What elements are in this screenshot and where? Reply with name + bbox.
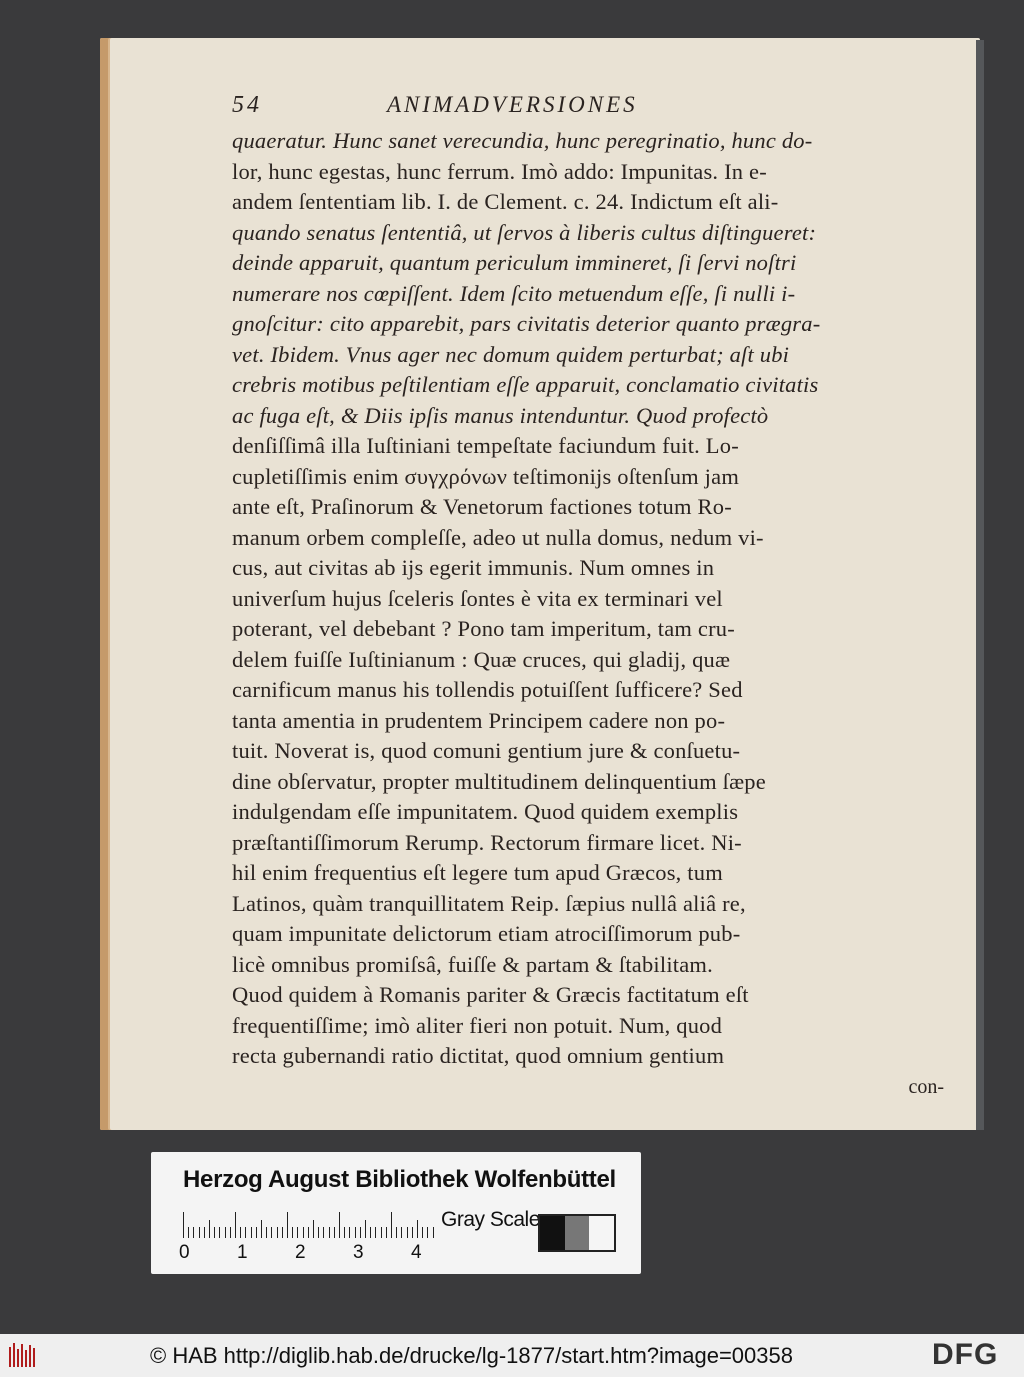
ruler-tick [209,1220,210,1238]
ruler-number: 3 [353,1242,364,1263]
ruler-tick [407,1227,408,1238]
ruler-tick [417,1220,418,1238]
ruler-tick [245,1227,246,1238]
ruler-tick [277,1227,278,1238]
ruler-tick [412,1227,413,1238]
ruler-tick [422,1227,423,1238]
text-line: præſtantiſſimorum Rerump. Rectorum firmare licet. Ni- [232,829,742,855]
text-line: quam impunitate delictorum etiam atrociſſimorum pub- [232,921,741,946]
ruler-number: 4 [411,1242,422,1263]
ruler-tick [344,1227,345,1238]
ruler-tick [433,1227,434,1238]
text-line: ac fuga eſt, & Diis ipſis manus intenduntur. Quod profectò [232,402,769,428]
text-line: quaeratur. Hunc sanet verecundia, hunc peregrinatio, hunc do- [232,128,813,153]
ruler-tick [386,1227,387,1238]
text-line: indulgendam eſſe impunitatem. Quod quidem exemplis [232,799,739,824]
ruler-tick [266,1227,267,1238]
catchword: con- [908,1075,944,1098]
gray-scale-bar [538,1214,616,1252]
ruler-tick [235,1212,236,1238]
text-line: quando senatus ſententiâ, ut ſervos à liberis cultus diſtingueret: [232,219,817,245]
library-name: Herzog August Bibliothek Wolfenbüttel [183,1166,616,1193]
ruler-tick [365,1220,366,1238]
text-line: crebris motibus peſtilentiam eſſe apparuit, conclamatio civitatis [232,372,819,397]
ruler-tick [323,1227,324,1238]
text-line: licè omnibus promiſsâ, fuiſſe & partam & ſtabilitam. [232,951,713,977]
ruler-tick [225,1227,226,1238]
ruler-tick [339,1212,340,1238]
text-line: Latinos, quàm tranquillitatem Reip. ſæpius nullâ aliâ re, [232,890,746,916]
ruler-tick [313,1220,314,1238]
ruler-tick [240,1227,241,1238]
text-line: recta gubernandi ratio dictitat, quod omnium gentium [232,1043,725,1068]
ruler-number: 2 [295,1242,306,1263]
facing-page-edge [976,40,984,1130]
measuring-ruler [183,1212,438,1238]
ruler-tick [271,1227,272,1238]
dfg-logo[interactable]: DFG [932,1338,999,1371]
ruler-tick [204,1227,205,1238]
ruler-tick [292,1227,293,1238]
text-lines [232,126,952,1072]
gray-patch [540,1216,565,1250]
gray-patch [565,1216,590,1250]
text-line: univerſum hujus ſceleris ſontes è vita ex terminari vel [232,585,723,611]
hab-bars-icon[interactable] [8,1341,38,1369]
ruler-tick [381,1227,382,1238]
page-text [232,92,952,1102]
ruler-tick [230,1227,231,1238]
ruler-tick [427,1227,428,1238]
text-line: poterant, vel debebant ? Pono tam imperitum, tam cru- [232,616,735,641]
ruler-tick [183,1212,184,1238]
ruler-tick [303,1227,304,1238]
text-line: lor, hunc egestas, hunc ferrum. Imò addo: Impunitas. In e- [232,158,767,184]
text-line: cus, aut civitas ab ijs egerit immunis. Num omnes in [232,555,715,580]
ruler-tick [375,1227,376,1238]
text-line: frequentiſſime; imò aliter fieri non potuit. Num, quod [232,1012,723,1038]
text-line: manum orbem compleſſe, adeo ut nulla domus, nedum vi- [232,524,764,550]
ruler-tick [219,1227,220,1238]
ruler-tick [287,1212,288,1238]
text-line: dine obſervatur, propter multitudinem delinquentium ſæpe [232,768,766,794]
ruler-number: 0 [179,1242,190,1263]
ruler-tick [318,1227,319,1238]
ruler-tick [308,1227,309,1238]
ruler-tick [251,1227,252,1238]
ruler-tick [282,1227,283,1238]
text-line: vet. Ibidem. Vnus ager nec domum quidem perturbat; aſt ubi [232,341,790,367]
text-line: tanta amentia in prudentem Principem cadere non po- [232,707,726,733]
page-number: 54 [232,92,262,118]
text-line: tuit. Noverat is, quod comuni gentium jure & conſuetu- [232,738,741,763]
ruler-tick [401,1227,402,1238]
ruler-tick [297,1227,298,1238]
text-line: numerare nos cœpiſſent. Idem ſcito metuendum eſſe, ſi nulli i- [232,280,796,306]
text-line: andem ſententiam lib. I. de Clement. c. 24. Indictum eſt ali- [232,189,779,214]
text-line: Quod quidem à Romanis pariter & Græcis factitatum eſt [232,982,749,1007]
text-line: ante eſt, Praſinorum & Venetorum factiones totum Ro- [232,494,732,519]
ruler-numbers [179,1242,459,1266]
ruler-tick [261,1220,262,1238]
ruler-tick [193,1227,194,1238]
color-scale-card [151,1152,641,1274]
ruler-tick [370,1227,371,1238]
ruler-tick [214,1227,215,1238]
ruler-tick [199,1227,200,1238]
ruler-tick [256,1227,257,1238]
running-head [232,92,952,126]
ruler-tick [360,1227,361,1238]
running-head-title: ANIMADVERSIONES [387,92,638,117]
copyright-link[interactable]: © HAB http://diglib.hab.de/drucke/lg-1877/start.htm?image=00358 [150,1343,793,1368]
text-line: gnoſcitur: cito apparebit, pars civitatis deterior quanto prægra- [232,311,821,336]
text-line: carnificum manus his tollendis potuiſſent ſufficere? Sed [232,677,743,702]
text-line: cupletiſſimis enim συγχρόνων teſtimonijs oſtenſum jam [232,463,740,489]
gray-patch [589,1216,614,1250]
ruler-tick [329,1227,330,1238]
ruler-tick [334,1227,335,1238]
ruler-tick [396,1227,397,1238]
text-line: denſiſſimâ illa Iuſtiniani tempeſtate faciundum fuit. Lo- [232,433,739,458]
text-line: delem fuiſſe Iuſtinianum : Quæ cruces, qui gladij, quæ [232,646,731,672]
ruler-tick [355,1227,356,1238]
text-line: deinde apparuit, quantum periculum immineret, ſi ſervi noſtri [232,250,797,275]
ruler-tick [349,1227,350,1238]
viewer-footer [0,1334,1024,1377]
ruler-tick [188,1227,189,1238]
ruler-tick [391,1212,392,1238]
ruler-number: 1 [237,1242,248,1263]
gray-scale-label: Gray Scale [441,1208,540,1231]
text-line: hil enim frequentius eſt legere tum apud Græcos, tum [232,860,723,885]
